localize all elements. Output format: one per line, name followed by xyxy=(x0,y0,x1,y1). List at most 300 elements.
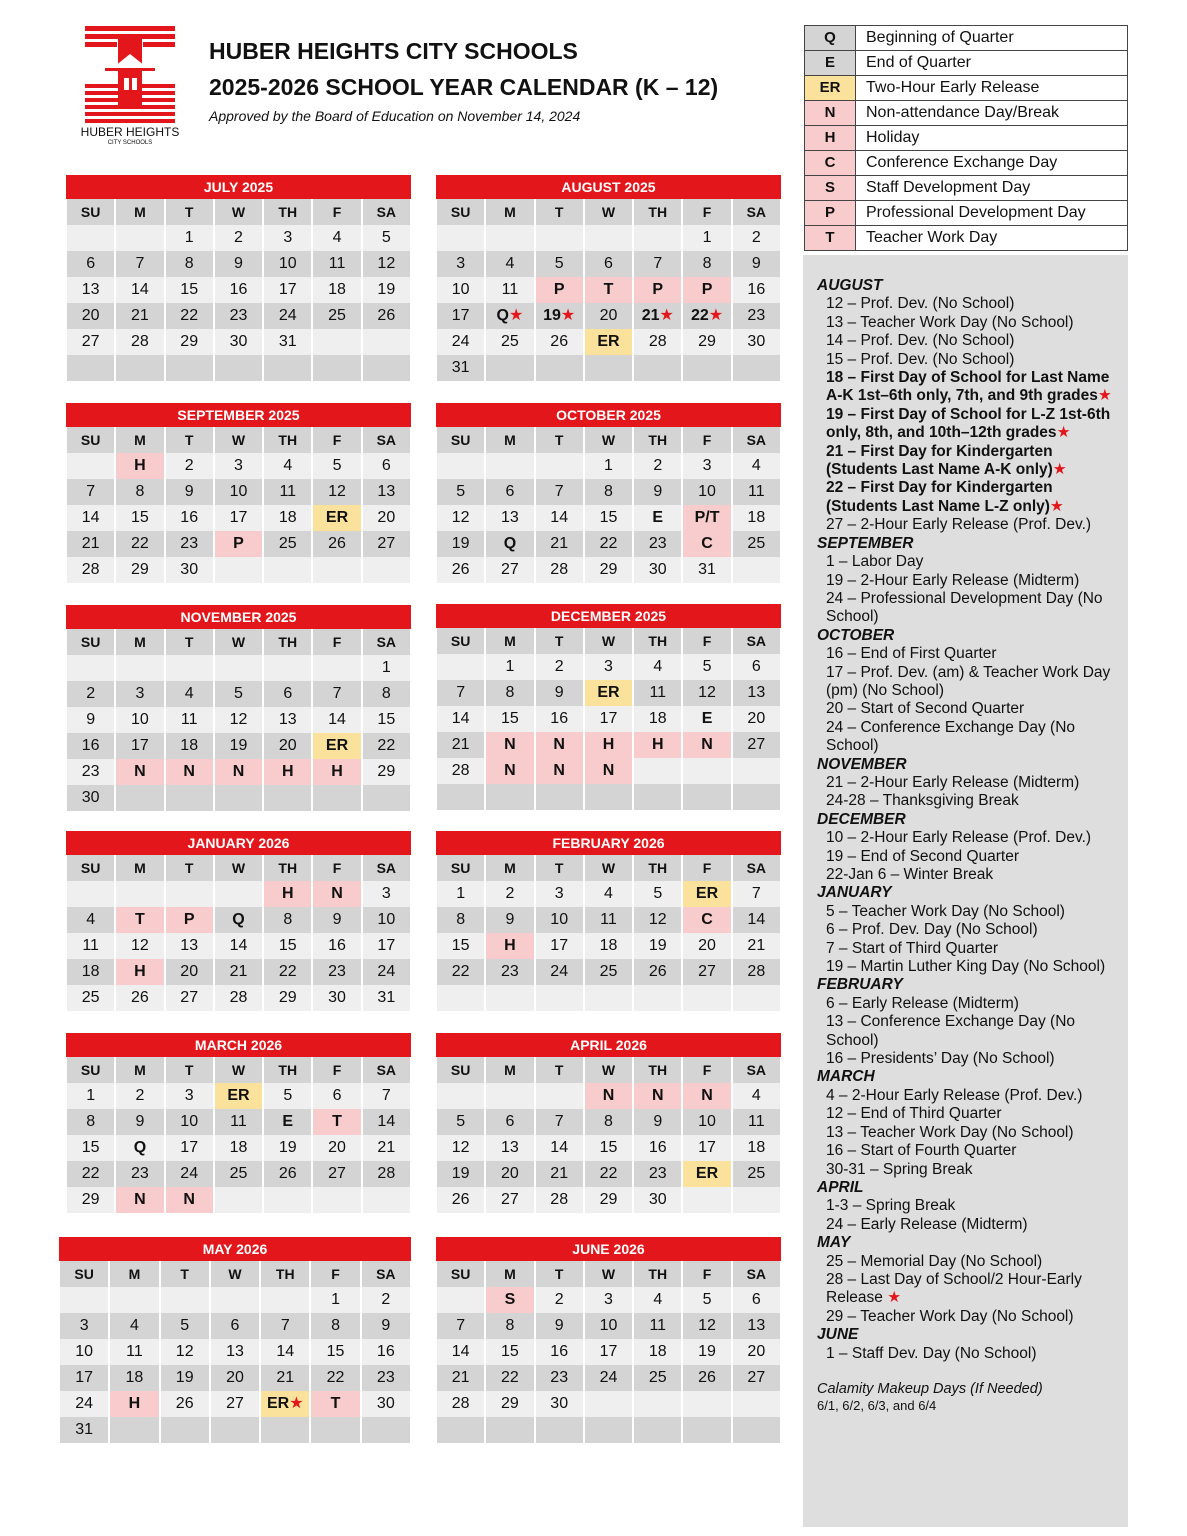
day-cell: 2 xyxy=(536,1287,583,1313)
notes-event: 4 – 2-Hour Early Release (Prof. Dev.) xyxy=(826,1086,1083,1104)
notes-event: 13 – Teacher Work Day (No School) xyxy=(826,1123,1074,1141)
weekday-label: F xyxy=(311,1261,359,1287)
notes-month-heading: APRIL xyxy=(817,1178,864,1196)
day-cell: 2 xyxy=(166,453,213,479)
weekday-label: TH xyxy=(264,855,311,881)
week-row xyxy=(66,251,411,277)
day-cell: 6 xyxy=(363,453,410,479)
notes-event: 29 – Teacher Work Day (No School) xyxy=(826,1307,1074,1325)
legend-row xyxy=(805,26,1127,51)
legend-code: H xyxy=(805,126,856,150)
week-row xyxy=(66,505,411,531)
day-cell: 20 xyxy=(733,1339,780,1365)
day-cell: 12 xyxy=(161,1339,209,1365)
day-cell: 22 xyxy=(486,1365,533,1391)
day-cell: 31 xyxy=(60,1417,108,1443)
day-cell xyxy=(733,557,780,583)
day-cell xyxy=(585,784,632,810)
day-cell: 25 xyxy=(733,1161,780,1187)
day-cell xyxy=(264,785,311,811)
day-cell: 10 xyxy=(116,707,163,733)
month-rows xyxy=(436,225,781,381)
day-cell xyxy=(215,881,262,907)
week-row xyxy=(66,985,411,1011)
notes-event: 5 – Teacher Work Day (No School) xyxy=(826,902,1065,920)
day-cell xyxy=(683,1417,730,1443)
month-calendar-july-2025 xyxy=(66,175,411,381)
day-cell: 30 xyxy=(215,329,262,355)
day-cell: 15 xyxy=(311,1339,359,1365)
day-cell: 19 xyxy=(437,1161,484,1187)
day-cell xyxy=(67,453,114,479)
legend-label: Non-attendance Day/Break xyxy=(866,104,1059,121)
day-cell: 21 xyxy=(215,959,262,985)
day-cell: 4 xyxy=(313,225,360,251)
day-cell: 24 xyxy=(264,303,311,329)
day-cell: 12 xyxy=(116,933,163,959)
day-cell xyxy=(536,1417,583,1443)
weekday-label: SA xyxy=(363,199,410,225)
week-row xyxy=(436,531,781,557)
day-cell xyxy=(363,329,410,355)
day-cell: 5 xyxy=(437,479,484,505)
day-cell xyxy=(437,1417,484,1443)
weekday-label: SU xyxy=(67,855,114,881)
weekday-label: SU xyxy=(437,199,484,225)
day-cell: 23 xyxy=(362,1365,410,1391)
day-cell: 3 xyxy=(60,1313,108,1339)
day-cell xyxy=(166,355,213,381)
day-cell xyxy=(313,1187,360,1213)
day-cell: 18 xyxy=(313,277,360,303)
day-cell: T xyxy=(313,1109,360,1135)
day-cell xyxy=(437,453,484,479)
weekday-label: TH xyxy=(634,855,681,881)
weekday-label: SU xyxy=(67,1057,114,1083)
weekday-label: F xyxy=(683,199,730,225)
day-cell: 13 xyxy=(363,479,410,505)
day-cell: 20 xyxy=(313,1135,360,1161)
day-cell: 8 xyxy=(437,907,484,933)
day-cell: 15 xyxy=(116,505,163,531)
day-cell: N xyxy=(536,758,583,784)
weekday-label: M xyxy=(116,199,163,225)
legend-row xyxy=(805,176,1127,201)
day-cell: ER xyxy=(585,680,632,706)
day-cell: 13 xyxy=(486,505,533,531)
day-cell: 2 xyxy=(733,225,780,251)
week-row xyxy=(436,732,781,758)
notes-event: 24-28 – Thanksgiving Break xyxy=(826,792,1019,810)
month-calendar-january-2026 xyxy=(66,831,411,1011)
day-cell: 8 xyxy=(363,681,410,707)
day-cell: 26 xyxy=(116,985,163,1011)
weekday-label: SU xyxy=(437,855,484,881)
day-cell xyxy=(634,985,681,1011)
day-cell: 20 xyxy=(211,1365,259,1391)
day-cell: 12 xyxy=(313,479,360,505)
month-title: NOVEMBER 2025 xyxy=(66,605,411,629)
week-row xyxy=(436,1109,781,1135)
day-cell: 17 xyxy=(683,1135,730,1161)
day-cell: 3 xyxy=(166,1083,213,1109)
notes-event: 10 – 2-Hour Early Release (Prof. Dev.) xyxy=(826,829,1092,847)
day-cell: H xyxy=(486,933,533,959)
day-cell xyxy=(733,355,780,381)
notes-month-heading: AUGUST xyxy=(817,277,883,294)
weekday-label: TH xyxy=(634,628,681,654)
day-cell xyxy=(536,355,583,381)
week-row xyxy=(436,1135,781,1161)
day-cell: 8 xyxy=(486,680,533,706)
day-cell xyxy=(634,1391,681,1417)
day-cell xyxy=(363,557,410,583)
week-row xyxy=(59,1339,411,1365)
weekday-label: M xyxy=(116,427,163,453)
week-row xyxy=(436,1083,781,1109)
notes-event: 15 – Prof. Dev. (No School) xyxy=(826,350,1015,368)
day-cell: 26 xyxy=(683,1365,730,1391)
day-value: Q xyxy=(496,307,509,324)
notes-event: 25 – Memorial Day (No School) xyxy=(826,1252,1043,1270)
day-cell xyxy=(437,1083,484,1109)
weekday-label: F xyxy=(313,199,360,225)
weekday-label: M xyxy=(486,427,533,453)
day-cell: 9 xyxy=(362,1313,410,1339)
day-cell: 25 xyxy=(486,329,533,355)
day-cell xyxy=(585,355,632,381)
day-cell xyxy=(536,303,583,329)
weekday-label: SA xyxy=(733,427,780,453)
day-cell: ER xyxy=(683,1161,730,1187)
day-cell: 7 xyxy=(437,680,484,706)
day-cell: 18 xyxy=(733,505,780,531)
star-icon: ★ xyxy=(1049,497,1064,515)
day-cell: H xyxy=(264,881,311,907)
week-row xyxy=(59,1391,411,1417)
weekday-label: SA xyxy=(363,1057,410,1083)
day-cell: 23 xyxy=(116,1161,163,1187)
day-cell: 15 xyxy=(363,707,410,733)
weekday-label: M xyxy=(486,1057,533,1083)
week-row xyxy=(436,985,781,1011)
weekday-label: T xyxy=(536,628,583,654)
day-cell: 12 xyxy=(437,1135,484,1161)
day-cell xyxy=(166,881,213,907)
day-cell: 18 xyxy=(634,1339,681,1365)
day-cell: 30 xyxy=(634,557,681,583)
day-cell: 2 xyxy=(634,453,681,479)
day-cell: P xyxy=(536,277,583,303)
day-cell: 22 xyxy=(264,959,311,985)
logo-text-1: HUBER HEIGHTS xyxy=(80,125,180,139)
day-cell: 22 xyxy=(437,959,484,985)
day-cell: 1 xyxy=(166,225,213,251)
day-cell: 4 xyxy=(634,654,681,680)
day-cell: N xyxy=(313,881,360,907)
week-row xyxy=(66,453,411,479)
day-cell xyxy=(313,355,360,381)
day-cell: 19 xyxy=(634,933,681,959)
day-cell: 21 xyxy=(116,303,163,329)
day-cell: 30 xyxy=(166,557,213,583)
day-cell: 25 xyxy=(733,531,780,557)
weekday-label: SA xyxy=(363,855,410,881)
day-cell: 21 xyxy=(437,1365,484,1391)
week-row xyxy=(66,959,411,985)
week-row xyxy=(436,1187,781,1213)
day-cell xyxy=(486,985,533,1011)
weekday-label: F xyxy=(683,1057,730,1083)
week-row xyxy=(436,453,781,479)
day-cell: 3 xyxy=(264,225,311,251)
day-cell xyxy=(67,881,114,907)
day-cell: 11 xyxy=(67,933,114,959)
month-rows xyxy=(436,453,781,583)
day-cell xyxy=(161,1417,209,1443)
day-cell: 20 xyxy=(683,933,730,959)
notes-event: 1-3 – Spring Break xyxy=(826,1197,956,1215)
day-cell: 7 xyxy=(437,1313,484,1339)
day-cell: E xyxy=(634,505,681,531)
month-title: OCTOBER 2025 xyxy=(436,403,781,427)
day-cell: 28 xyxy=(67,557,114,583)
day-cell: 31 xyxy=(264,329,311,355)
day-cell: 14 xyxy=(733,907,780,933)
week-row xyxy=(59,1313,411,1339)
day-cell: 3 xyxy=(536,881,583,907)
day-cell: 29 xyxy=(585,1187,632,1213)
weekday-header xyxy=(66,855,411,881)
day-cell: N xyxy=(585,758,632,784)
month-calendar-august-2025 xyxy=(436,175,781,381)
notes-event: 19 – 2-Hour Early Release (Midterm) xyxy=(826,571,1080,589)
month-calendar-june-2026 xyxy=(436,1237,781,1443)
month-rows xyxy=(66,225,411,381)
day-cell: 5 xyxy=(634,881,681,907)
day-cell: 14 xyxy=(67,505,114,531)
day-cell: 23 xyxy=(67,759,114,785)
day-cell: T xyxy=(311,1391,359,1417)
day-cell: 7 xyxy=(733,881,780,907)
weekday-label: T xyxy=(536,1057,583,1083)
day-cell: 27 xyxy=(166,985,213,1011)
day-cell xyxy=(486,784,533,810)
week-row xyxy=(436,1313,781,1339)
day-cell: 11 xyxy=(634,680,681,706)
day-cell: 5 xyxy=(363,225,410,251)
day-cell: 19 xyxy=(363,277,410,303)
day-cell: 29 xyxy=(166,329,213,355)
day-cell: 28 xyxy=(116,329,163,355)
day-cell: 10 xyxy=(215,479,262,505)
day-cell xyxy=(110,1417,158,1443)
day-cell: 10 xyxy=(683,479,730,505)
day-cell: 17 xyxy=(585,1339,632,1365)
day-cell xyxy=(166,655,213,681)
day-cell: 20 xyxy=(166,959,213,985)
day-cell: H xyxy=(116,959,163,985)
day-cell: H xyxy=(634,732,681,758)
day-cell: 11 xyxy=(110,1339,158,1365)
weekday-label: W xyxy=(585,628,632,654)
day-cell: 4 xyxy=(733,1083,780,1109)
day-cell: 15 xyxy=(585,1135,632,1161)
month-title: JANUARY 2026 xyxy=(66,831,411,855)
day-cell: 9 xyxy=(67,707,114,733)
day-cell: 6 xyxy=(733,1287,780,1313)
day-cell: 22 xyxy=(363,733,410,759)
day-cell: 12 xyxy=(437,505,484,531)
notes-event: 24 – Professional Development Day (No School) xyxy=(826,589,1103,626)
legend-code: Q xyxy=(805,26,856,50)
weekday-label: W xyxy=(585,855,632,881)
day-cell xyxy=(683,784,730,810)
weekday-label: T xyxy=(161,1261,209,1287)
legend-label: Professional Development Day xyxy=(866,204,1086,221)
day-cell: 17 xyxy=(116,733,163,759)
day-cell: 14 xyxy=(536,505,583,531)
week-row xyxy=(436,959,781,985)
day-cell xyxy=(211,1287,259,1313)
day-cell xyxy=(634,784,681,810)
day-cell: 10 xyxy=(264,251,311,277)
notes-event: 16 – Start of Fourth Quarter xyxy=(826,1142,1017,1160)
day-cell: 25 xyxy=(585,959,632,985)
day-cell xyxy=(215,557,262,583)
notes-event: 16 – End of First Quarter xyxy=(826,645,997,663)
day-cell: 16 xyxy=(536,706,583,732)
day-cell: 8 xyxy=(67,1109,114,1135)
day-cell: 20 xyxy=(486,1161,533,1187)
notes-event: 19 – End of Second Quarter xyxy=(826,847,1020,865)
day-cell: 10 xyxy=(536,907,583,933)
legend-code: E xyxy=(805,51,856,75)
day-cell: 30 xyxy=(313,985,360,1011)
day-cell: S xyxy=(486,1287,533,1313)
week-row xyxy=(66,733,411,759)
day-cell: 6 xyxy=(733,654,780,680)
weekday-label: F xyxy=(683,855,730,881)
day-cell xyxy=(67,225,114,251)
weekday-label: W xyxy=(215,1057,262,1083)
day-cell xyxy=(437,985,484,1011)
day-cell: 22 xyxy=(585,1161,632,1187)
week-row xyxy=(66,881,411,907)
star-icon: ★ xyxy=(289,1395,304,1412)
day-cell: C xyxy=(683,907,730,933)
legend-label: Two-Hour Early Release xyxy=(866,79,1040,96)
star-icon: ★ xyxy=(708,307,724,324)
day-cell: 4 xyxy=(733,453,780,479)
day-cell: 24 xyxy=(166,1161,213,1187)
day-cell: 13 xyxy=(733,1313,780,1339)
day-cell: ER xyxy=(215,1083,262,1109)
weekday-label: T xyxy=(536,199,583,225)
day-cell: ER xyxy=(313,733,360,759)
week-row xyxy=(436,706,781,732)
week-row xyxy=(436,680,781,706)
day-cell xyxy=(60,1287,108,1313)
day-cell xyxy=(313,655,360,681)
day-cell: N xyxy=(116,1187,163,1213)
day-cell: 9 xyxy=(536,1313,583,1339)
day-cell: 18 xyxy=(585,933,632,959)
day-cell: 13 xyxy=(264,707,311,733)
week-row xyxy=(436,251,781,277)
notes-month-heading: NOVEMBER xyxy=(817,755,907,773)
day-cell: 2 xyxy=(362,1287,410,1313)
day-cell: 10 xyxy=(60,1339,108,1365)
day-cell: 13 xyxy=(733,680,780,706)
notes-month-heading: JUNE xyxy=(817,1326,859,1344)
day-cell: 4 xyxy=(264,453,311,479)
week-row xyxy=(436,784,781,810)
day-cell: 27 xyxy=(313,1161,360,1187)
day-cell: 9 xyxy=(486,907,533,933)
day-cell: 8 xyxy=(585,1109,632,1135)
notes-event: 24 – Conference Exchange Day (No School) xyxy=(826,718,1076,755)
day-cell xyxy=(67,355,114,381)
weekday-label: M xyxy=(116,629,163,655)
day-cell: 24 xyxy=(363,959,410,985)
day-cell: 9 xyxy=(634,479,681,505)
day-cell: 18 xyxy=(110,1365,158,1391)
day-cell: 25 xyxy=(67,985,114,1011)
notes-event: 24 – Early Release (Midterm) xyxy=(826,1215,1028,1233)
week-row xyxy=(66,1083,411,1109)
month-title: AUGUST 2025 xyxy=(436,175,781,199)
notes-event: 18 – First Day of School for Last Name A-K 1st–6th only, 7th, and 9th grades★ xyxy=(826,369,1112,405)
day-cell xyxy=(110,1287,158,1313)
day-cell xyxy=(536,1083,583,1109)
weekday-label: W xyxy=(215,199,262,225)
weekday-label: TH xyxy=(264,1057,311,1083)
day-value: ER xyxy=(266,1395,290,1412)
day-cell: 27 xyxy=(486,1187,533,1213)
notes-event: 12 – Prof. Dev. (No School) xyxy=(826,295,1015,313)
day-cell: 30 xyxy=(536,1391,583,1417)
legend-code: ER xyxy=(805,76,856,100)
month-title: FEBRUARY 2026 xyxy=(436,831,781,855)
day-cell: 9 xyxy=(733,251,780,277)
week-row xyxy=(436,557,781,583)
day-cell: H xyxy=(313,759,360,785)
weekday-label: T xyxy=(166,629,213,655)
day-cell: 30 xyxy=(634,1187,681,1213)
legend-row xyxy=(805,226,1127,250)
week-row xyxy=(66,933,411,959)
day-cell: Q xyxy=(215,907,262,933)
legend-row xyxy=(805,51,1127,76)
day-cell: 26 xyxy=(363,303,410,329)
day-cell: 8 xyxy=(264,907,311,933)
day-cell: 22 xyxy=(585,531,632,557)
day-cell: 18 xyxy=(166,733,213,759)
day-cell xyxy=(536,225,583,251)
day-cell: 30 xyxy=(733,329,780,355)
week-row xyxy=(436,1339,781,1365)
day-cell: 26 xyxy=(437,557,484,583)
day-cell: 11 xyxy=(215,1109,262,1135)
day-cell: 14 xyxy=(536,1135,583,1161)
month-calendar-september-2025 xyxy=(66,403,411,583)
weekday-label: T xyxy=(166,855,213,881)
weekday-label: TH xyxy=(264,199,311,225)
notes-event: 13 – Teacher Work Day (No School) xyxy=(826,313,1074,331)
day-cell xyxy=(264,655,311,681)
page-title: HUBER HEIGHTS CITY SCHOOLS xyxy=(209,38,578,64)
